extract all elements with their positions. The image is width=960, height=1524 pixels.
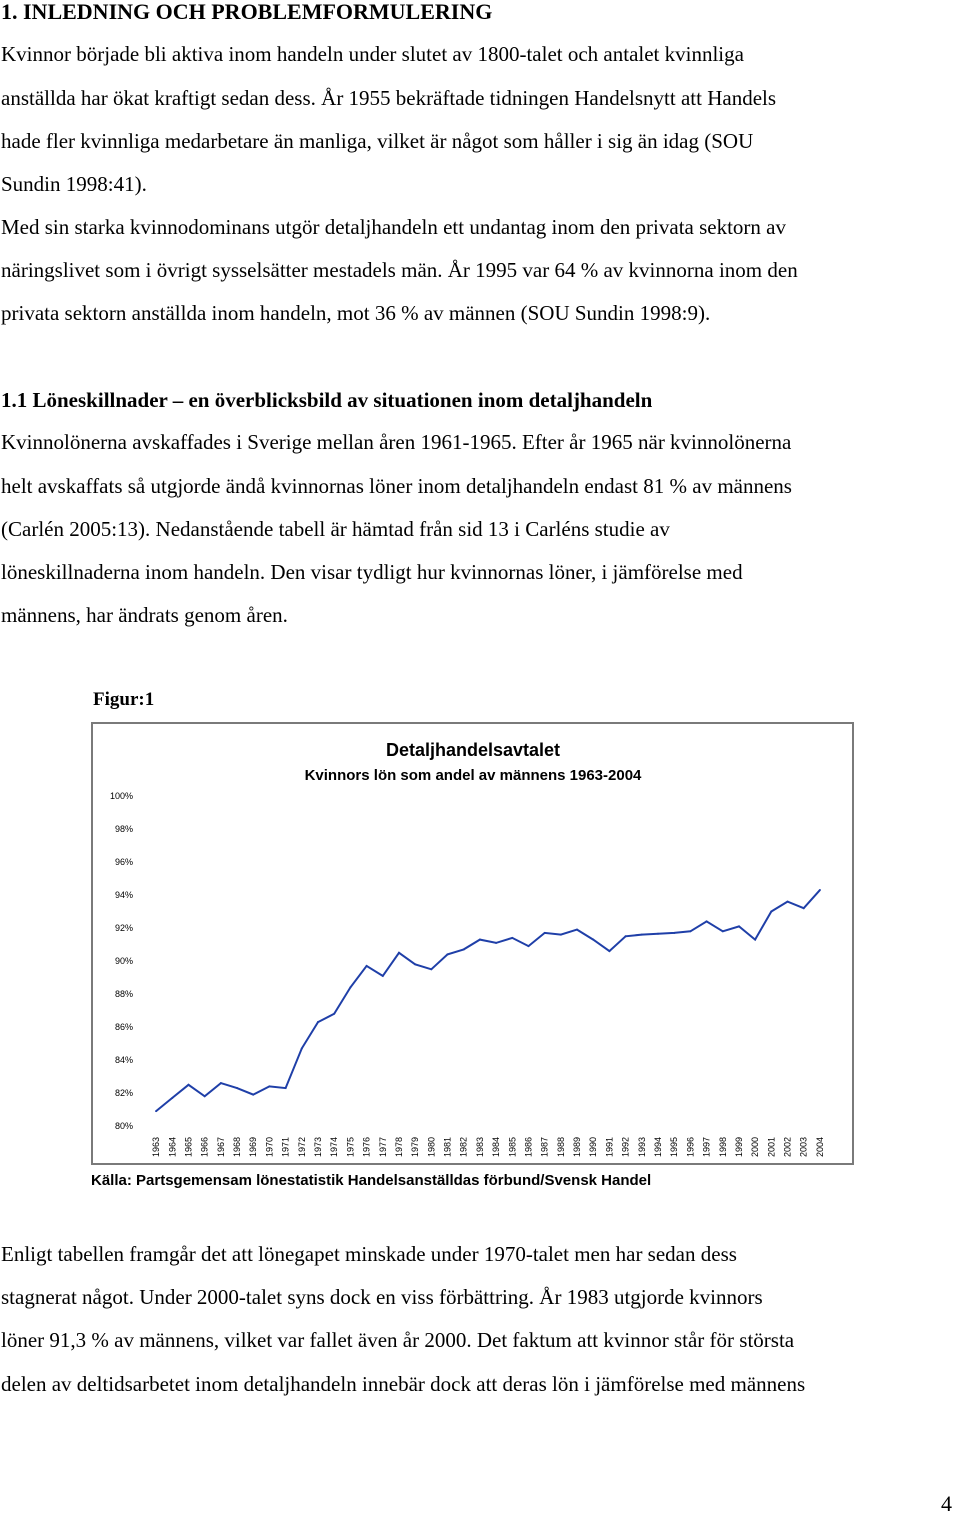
y-tick-label: 90% (114, 956, 133, 966)
x-tick-label: 1978 (393, 1137, 404, 1158)
x-tick-label: 1981 (442, 1137, 453, 1158)
data-point (447, 953, 449, 955)
x-tick-label: 1990 (588, 1137, 599, 1158)
subsection-line: männens, har ändrats genom åren. (1, 603, 288, 627)
data-point (317, 1021, 319, 1023)
x-tick-label: 1987 (539, 1137, 550, 1158)
data-point (754, 939, 756, 941)
y-tick-label: 96% (114, 857, 133, 867)
x-tick-label: 1997 (701, 1137, 712, 1158)
x-tick-label: 1993 (636, 1137, 647, 1158)
x-tick-label: 1973 (313, 1137, 323, 1158)
y-tick-label: 86% (114, 1022, 133, 1032)
subsection-line: löneskillnaderna inom handeln. Den visar tydligt hur kvinnornas löner, i jämförelse med (1, 560, 743, 584)
x-tick-label: 1986 (523, 1137, 534, 1158)
closing-line: löner 91,3 % av männens, vilket var fallet även år 2000. Det faktum att kvinnor står för största (1, 1328, 795, 1352)
x-tick-label: 1984 (491, 1137, 502, 1158)
data-point (706, 920, 708, 922)
data-point (463, 948, 465, 950)
data-point (268, 1085, 270, 1087)
series-line (156, 890, 820, 1111)
data-point (366, 965, 368, 967)
page-number: 4 (941, 1491, 952, 1516)
data-point (819, 889, 821, 891)
x-tick-label: 1988 (555, 1137, 566, 1158)
data-point (495, 942, 497, 944)
data-point (722, 930, 724, 932)
data-point (220, 1082, 222, 1084)
x-tick-label: 2002 (782, 1137, 793, 1158)
paragraph2-line: Med sin starka kvinnodominans utgör detaljhandeln ett undantag inom den privata sektorn av (1, 215, 786, 239)
x-tick-label: 1999 (733, 1137, 744, 1158)
x-tick-label: 2004 (814, 1137, 825, 1158)
x-tick-label: 1964 (167, 1137, 178, 1158)
section-heading: 1. INLEDNING OCH PROBLEMFORMULERING (1, 0, 493, 24)
y-tick-label: 92% (114, 923, 133, 933)
data-point (657, 933, 659, 935)
data-point (430, 968, 432, 970)
paragraph1-line: anställda har ökat kraftigt sedan dess. År 1955 bekräftade tidningen Handelsnytt att Handels (1, 86, 777, 110)
figure-source: Källa: Partsgemensam lönestatistik Handelsanställdas förbund/Svensk Handel (91, 1172, 652, 1189)
closing-line: delen av deltidsarbetet inom detaljhandeln innebär dock att deras lön i jämförelse med männens (1, 1372, 806, 1396)
y-tick-label: 80% (114, 1121, 133, 1131)
x-tick-label: 1989 (572, 1137, 583, 1158)
data-point (608, 950, 610, 952)
data-point (171, 1097, 173, 1099)
y-tick-label: 82% (114, 1088, 133, 1098)
chart-title: Detaljhandelsavtalet (385, 740, 561, 760)
y-tick-label: 100% (109, 791, 133, 801)
data-point (301, 1047, 303, 1049)
paragraph2-line: privata sektorn anställda inom handeln, mot 36 % av männen (SOU Sundin 1998:9). (1, 301, 711, 325)
x-tick-label: 1998 (717, 1137, 728, 1158)
paragraph1-line: Kvinnor började bli aktiva inom handeln under slutet av 1800-talet och antalet kvinnliga (1, 42, 744, 66)
x-tick-label: 1965 (183, 1137, 194, 1158)
x-tick-label: 1971 (280, 1137, 291, 1158)
closing-line: Enligt tabellen framgår det att lönegapet minskade under 1970-talet men har sedan dess (1, 1242, 737, 1266)
y-tick-label: 88% (114, 989, 133, 999)
x-tick-label: 1976 (361, 1137, 372, 1158)
data-point (576, 929, 578, 931)
data-point (625, 935, 627, 937)
data-point (527, 945, 529, 947)
x-tick-label: 1967 (215, 1137, 226, 1158)
x-tick-label: 1992 (620, 1137, 631, 1158)
x-tick-label: 1975 (345, 1137, 356, 1158)
x-tick-label: 1969 (248, 1137, 259, 1158)
x-tick-label: 1972 (296, 1137, 307, 1158)
x-tick-label: 2001 (766, 1137, 777, 1158)
x-tick-label: 1970 (264, 1137, 275, 1158)
x-tick-label: 1995 (669, 1137, 680, 1158)
x-tick-label: 1985 (507, 1137, 518, 1158)
x-tick-label: 1963 (151, 1137, 162, 1158)
data-point (592, 939, 594, 941)
x-tick-label: 1996 (685, 1137, 696, 1158)
data-point (479, 939, 481, 941)
y-tick-label: 84% (114, 1055, 133, 1065)
subsection-line: Kvinnolönerna avskaffades i Sverige mellan åren 1961-1965. Efter år 1965 när kvinnolönerna (1, 430, 792, 454)
data-point (738, 925, 740, 927)
data-point (511, 937, 513, 939)
y-tick-label: 98% (114, 824, 133, 834)
data-point (560, 934, 562, 936)
data-point (398, 952, 400, 954)
x-tick-label: 2003 (798, 1137, 809, 1158)
paragraph1-line: Sundin 1998:41). (1, 172, 147, 196)
data-point (414, 963, 416, 965)
x-tick-label: 1994 (653, 1137, 663, 1158)
data-point (787, 901, 789, 903)
data-point (187, 1084, 189, 1086)
data-point (673, 932, 675, 934)
subsection-line: helt avskaffats så utgjorde ändå kvinnornas löner inom detaljhandeln endast 81 % av männens (1, 474, 792, 498)
data-point (689, 930, 691, 932)
data-point (770, 911, 772, 913)
data-point (333, 1013, 335, 1015)
data-point (155, 1110, 157, 1112)
x-tick-label: 1991 (604, 1137, 615, 1158)
x-tick-label: 1982 (458, 1137, 469, 1158)
paragraph2-line: näringslivet som i övrigt sysselsätter mestadels män. År 1995 var 64 % av kvinnorna inom den (1, 258, 798, 282)
x-tick-label: 1974 (329, 1137, 340, 1158)
data-point (382, 975, 384, 977)
subsection-heading: 1.1 Löneskillnader – en överblicksbild av situationen inom detaljhandeln (1, 388, 653, 412)
y-tick-label: 94% (114, 890, 133, 900)
closing-line: stagnerat något. Under 2000-talet syns dock en viss förbättring. År 1983 utgjorde kvinnors (1, 1285, 763, 1309)
data-point (803, 907, 805, 909)
data-point (544, 932, 546, 934)
data-point (285, 1087, 287, 1089)
x-tick-label: 1979 (410, 1137, 421, 1158)
x-tick-label: 1983 (474, 1137, 485, 1158)
data-point (641, 934, 643, 936)
x-tick-label: 1966 (199, 1137, 210, 1158)
x-tick-label: 1977 (377, 1137, 388, 1158)
data-point (349, 986, 351, 988)
x-tick-label: 1968 (232, 1137, 243, 1158)
x-tick-label: 1980 (426, 1137, 437, 1158)
data-point (252, 1094, 254, 1096)
subsection-line: (Carlén 2005:13). Nedanstående tabell är hämtad från sid 13 i Carléns studie av (1, 517, 670, 541)
chart-subtitle: Kvinnors lön som andel av männens 1963-2004 (304, 767, 642, 784)
x-tick-label: 2000 (750, 1137, 761, 1158)
chart-frame (91, 722, 854, 1165)
data-point (204, 1095, 206, 1097)
line-chart (93, 724, 852, 1163)
data-point (236, 1087, 238, 1089)
figure-label: Figur:1 (93, 689, 155, 710)
paragraph1-line: hade fler kvinnliga medarbetare än manliga, vilket är något som håller i sig än idag (SOU (1, 129, 754, 153)
